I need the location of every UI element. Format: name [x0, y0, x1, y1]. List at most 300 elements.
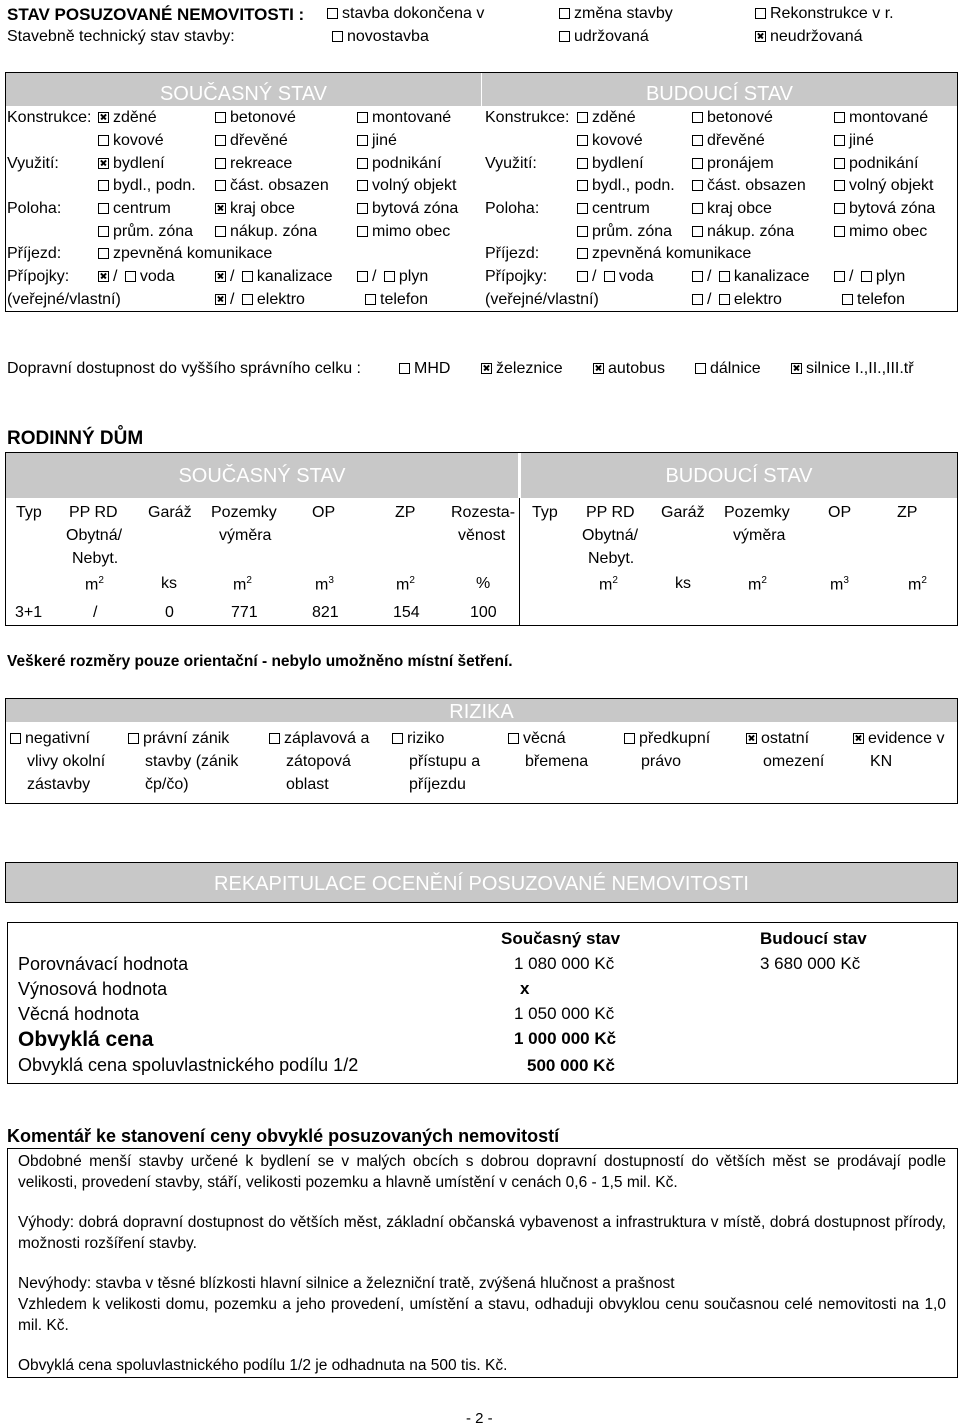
fut-prum-zona[interactable] [577, 224, 672, 240]
checkbox[interactable] [834, 203, 845, 214]
fut-bytova-zona[interactable] [834, 201, 935, 217]
fut-plyn[interactable] [834, 269, 905, 285]
risk-zaplavova[interactable] [269, 727, 369, 796]
option-label: nákup. zóna [707, 223, 795, 240]
transport-autobus[interactable] [593, 361, 665, 377]
checkbox[interactable] [399, 363, 410, 374]
fut-kraj-obce[interactable] [692, 201, 772, 217]
option-label: stavby (zánik [145, 753, 239, 770]
option-label: podnikání [372, 155, 442, 172]
option-label: Rekonstrukce v r. [770, 5, 894, 22]
fut-voda[interactable] [577, 269, 654, 285]
checkbox[interactable] [98, 203, 109, 214]
recap-col-current: Současný stav [501, 929, 621, 948]
checkbox[interactable] [842, 294, 853, 305]
checkbox[interactable] [392, 733, 403, 744]
h-pprd: PP RD [69, 504, 118, 521]
cur-montovane[interactable] [357, 110, 451, 126]
option-label: bytová zóna [849, 200, 936, 217]
checkbox-checked[interactable] [853, 733, 864, 744]
fh-pprd-2: Obytná/ [582, 527, 639, 544]
option-label: / [372, 268, 377, 285]
option-label: dřevěné [230, 132, 288, 149]
checkbox[interactable] [719, 294, 730, 305]
option-label: m [908, 576, 922, 594]
option-label: dřevěné [707, 132, 765, 149]
checkbox[interactable] [755, 8, 766, 19]
h-rozestavenost-2: věnost [458, 527, 506, 544]
option-label: neudržovaná [770, 28, 863, 45]
checkbox-checked[interactable] [215, 203, 226, 214]
option-label: čp/čo) [145, 776, 189, 793]
fut-nakup-zona[interactable] [692, 224, 794, 240]
label-konstrukce: Konstrukce: [7, 109, 92, 126]
cur-bydl-podn[interactable] [98, 178, 196, 194]
checkbox[interactable] [559, 31, 570, 42]
checkbox[interactable] [508, 733, 519, 744]
label-vyuziti: Využití: [7, 155, 59, 172]
cur-centrum[interactable] [98, 201, 171, 217]
comment-paragraph: Nevýhody: stavba v těsné blízkosti hlavní silnice a železniční tratě, zvýšená hlučnost a prašnost [18, 1275, 675, 1292]
option-label: zděné [592, 109, 636, 126]
fut-pronajem[interactable] [692, 156, 774, 172]
cur-zdene[interactable] [98, 110, 157, 126]
option-label: jiné [849, 132, 874, 149]
checkbox[interactable] [357, 112, 368, 123]
checkbox-checked[interactable] [215, 271, 226, 282]
option-label: / [113, 268, 118, 285]
option-label: ostatní [761, 730, 810, 747]
house-divider [519, 498, 520, 625]
fh-pozemky-2: výměra [733, 527, 786, 544]
val-pprd: / [93, 604, 98, 621]
checkbox[interactable] [604, 271, 615, 282]
val-zp: 154 [393, 604, 420, 621]
checkbox[interactable] [215, 226, 226, 237]
label-pripojky-future: Přípojky: [485, 268, 548, 285]
fut-cast-obsazen[interactable] [692, 178, 806, 194]
option-label: plyn [875, 268, 906, 285]
checkbox[interactable] [269, 733, 280, 744]
option-label: právní zánik [143, 730, 230, 747]
option-label: část. obsazen [707, 177, 806, 194]
cur-kraj-obce[interactable] [215, 201, 295, 217]
cur-rekreace[interactable] [215, 156, 292, 172]
h-op: OP [312, 504, 336, 521]
u-pozemky [233, 576, 252, 593]
checkbox[interactable] [719, 271, 730, 282]
unit-exponent: 2 [921, 575, 927, 586]
checkbox[interactable] [98, 226, 109, 237]
cur-cast-obsazen[interactable] [215, 178, 329, 194]
option-label: záplavová a [284, 730, 370, 747]
fut-bydleni[interactable] [577, 156, 644, 172]
option-label: / [230, 291, 235, 308]
val-pozemky: 771 [231, 604, 258, 621]
option-label: centrum [113, 200, 171, 217]
cur-voda[interactable] [98, 269, 175, 285]
fut-kovove[interactable] [577, 133, 643, 149]
option-label: elektro [256, 291, 305, 308]
fu-op [830, 576, 849, 593]
u-op [315, 576, 334, 593]
checkbox[interactable] [834, 271, 845, 282]
checkbox[interactable] [98, 135, 109, 146]
option-label: / [592, 268, 597, 285]
checkbox[interactable] [357, 271, 368, 282]
cur-podnikani[interactable] [357, 156, 441, 172]
unit-exponent: 3 [843, 575, 849, 586]
checkbox[interactable] [327, 8, 338, 19]
house-future-header: BUDOUCÍ STAV [521, 453, 957, 498]
checkbox[interactable] [577, 226, 588, 237]
fh-garaz: Garáž [661, 504, 705, 521]
checkbox-checked[interactable] [755, 31, 766, 42]
locality-future-header: BUDOUCÍ STAV [482, 73, 957, 106]
option-label: zástavby [27, 776, 91, 793]
option-label: část. obsazen [230, 177, 329, 194]
checkbox[interactable] [692, 271, 703, 282]
checkbox[interactable] [692, 203, 703, 214]
opt-stavba-dokoncena[interactable] [327, 6, 484, 22]
checkbox-checked[interactable] [593, 363, 604, 374]
option-label: montované [372, 109, 452, 126]
option-label: montované [849, 109, 929, 126]
checkbox[interactable] [577, 158, 588, 169]
risk-evidence-kn[interactable] [853, 727, 945, 773]
fut-bydl-podn[interactable] [577, 178, 675, 194]
option-label: změna stavby [574, 5, 673, 22]
option-label: MHD [414, 360, 451, 377]
checkbox[interactable] [692, 158, 703, 169]
opt-rekonstrukce[interactable] [755, 6, 894, 22]
house-section-title: RODINNÝ DŮM [7, 428, 144, 449]
checkbox[interactable] [577, 135, 588, 146]
cur-nakup-zona[interactable] [215, 224, 317, 240]
fh-zp: ZP [897, 504, 918, 521]
checkbox[interactable] [577, 203, 588, 214]
val-roz: 100 [470, 604, 497, 621]
fut-drevene[interactable] [692, 133, 765, 149]
option-label: m [396, 576, 410, 594]
fut-mimo-obec[interactable] [834, 224, 927, 240]
option-label: volný objekt [849, 177, 934, 194]
option-label: autobus [608, 360, 665, 377]
checkbox[interactable] [332, 31, 343, 42]
h-pprd-3: Nebyt. [72, 550, 119, 567]
checkbox[interactable] [577, 180, 588, 191]
option-label: železnice [496, 360, 563, 377]
risk-pravni-zanik[interactable] [128, 727, 238, 796]
label-verejne-future: (veřejné/vlastní) [485, 291, 599, 308]
fut-betonove[interactable] [692, 110, 773, 126]
option-label: / [230, 268, 235, 285]
checkbox[interactable] [834, 158, 845, 169]
cur-plyn[interactable] [357, 269, 428, 285]
checkbox[interactable] [624, 733, 635, 744]
checkbox[interactable] [98, 248, 109, 259]
fut-kanalizace[interactable] [692, 269, 810, 285]
unit-exponent: 3 [328, 575, 334, 586]
unit-exponent: 2 [246, 575, 252, 586]
option-label: bydlení [113, 155, 165, 172]
recap-row-current: 500 000 Kč [527, 1056, 615, 1075]
option-label: omezení [763, 753, 825, 770]
option-label: / [707, 268, 712, 285]
checkbox[interactable] [365, 294, 376, 305]
opt-neudrzovana[interactable] [755, 29, 863, 45]
checkbox[interactable] [242, 294, 253, 305]
option-label: bydl., podn. [592, 177, 675, 194]
option-label: m [85, 576, 99, 594]
option-label: prům. zóna [592, 223, 673, 240]
checkbox[interactable] [10, 733, 21, 744]
option-label: / [849, 268, 854, 285]
cur-jine[interactable] [357, 133, 397, 149]
recap-row-label: Porovnávací hodnota [18, 954, 189, 974]
option-label: právo [641, 753, 682, 770]
checkbox[interactable] [215, 158, 226, 169]
checkbox[interactable] [692, 112, 703, 123]
checkbox[interactable] [577, 112, 588, 123]
h-zp: ZP [395, 504, 416, 521]
option-label: dálnice [710, 360, 761, 377]
val-typ: 3+1 [15, 604, 43, 621]
u-pprd [85, 576, 104, 593]
fut-centrum[interactable] [577, 201, 650, 217]
checkbox[interactable] [357, 180, 368, 191]
option-label: riziko [407, 730, 445, 747]
comment-paragraph: Obvyklá cena spoluvlastnického podílu 1/2 je odhadnuta na 500 tis. Kč. [18, 1357, 508, 1374]
checkbox[interactable] [834, 112, 845, 123]
fh-pprd: PP RD [586, 504, 635, 521]
checkbox[interactable] [215, 112, 226, 123]
option-label: příjezdu [409, 776, 466, 793]
checkbox[interactable] [861, 271, 872, 282]
option-label: m [599, 576, 613, 594]
option-label: rekreace [230, 155, 293, 172]
fu-garaz: ks [675, 575, 691, 592]
unit-exponent: 2 [761, 575, 767, 586]
fh-op: OP [828, 504, 852, 521]
transport-silnice[interactable] [791, 361, 914, 377]
unit-exponent: 2 [98, 575, 104, 586]
fu-pozemky [748, 576, 767, 593]
checkbox-checked[interactable] [98, 271, 109, 282]
fut-montovane[interactable] [834, 110, 928, 126]
checkbox[interactable] [692, 135, 703, 146]
risk-ostatni[interactable] [746, 727, 824, 773]
recap-row-current: 1 050 000 Kč [514, 1004, 615, 1023]
option-label: mimo obec [372, 223, 451, 240]
checkbox-checked[interactable] [215, 294, 226, 305]
cur-zpevnena[interactable] [98, 246, 272, 262]
fh-typ: Typ [532, 504, 558, 521]
cur-telefon[interactable] [365, 292, 428, 308]
fut-telefon[interactable] [842, 292, 905, 308]
cur-bydleni[interactable] [98, 156, 165, 172]
val-op: 821 [312, 604, 339, 621]
label-vyuziti-future: Využití: [485, 155, 537, 172]
transport-zeleznice[interactable] [481, 361, 563, 377]
checkbox[interactable] [357, 226, 368, 237]
option-label: věcná [523, 730, 566, 747]
checkbox[interactable] [357, 203, 368, 214]
h-typ: Typ [16, 504, 42, 521]
recap-row-current: 1 000 000 Kč [514, 1029, 617, 1048]
risk-vecna-bremena[interactable] [508, 727, 588, 773]
fh-pozemky: Pozemky [724, 504, 790, 521]
checkbox[interactable] [834, 226, 845, 237]
option-label: m [748, 576, 762, 594]
checkbox[interactable] [357, 158, 368, 169]
u-zp [396, 576, 415, 593]
option-label: evidence v [868, 730, 945, 747]
fut-volny-objekt[interactable] [834, 178, 934, 194]
option-label: zpevněná komunikace [592, 245, 752, 262]
recap-row-label: Výnosová hodnota [18, 979, 168, 999]
checkbox[interactable] [559, 8, 570, 19]
h-pozemky-2: výměra [219, 527, 272, 544]
checkbox-checked[interactable] [791, 363, 802, 374]
risks-header: RIZIKA [6, 699, 957, 722]
transport-dalnice[interactable] [695, 361, 761, 377]
h-rozestavenost: Rozesta- [451, 504, 516, 521]
option-label: volný objekt [372, 177, 457, 194]
checkbox[interactable] [692, 294, 703, 305]
risk-predkupni[interactable] [624, 727, 710, 773]
cur-drevene[interactable] [215, 133, 288, 149]
option-label: pronájem [707, 155, 774, 172]
unit-exponent: 2 [409, 575, 415, 586]
cur-volny-objekt[interactable] [357, 178, 457, 194]
option-label: bydlení [592, 155, 644, 172]
option-label: bytová zóna [372, 200, 459, 217]
checkbox[interactable] [577, 271, 588, 282]
cur-kovove[interactable] [98, 133, 164, 149]
comment-title: Komentář ke stanovení ceny obvyklé posuzovaných nemovitostí [7, 1126, 560, 1146]
fut-elektro[interactable] [692, 292, 782, 308]
label-poloha: Poloha: [7, 200, 62, 217]
option-label: telefon [857, 291, 906, 308]
checkbox[interactable] [357, 135, 368, 146]
option-label: m [315, 576, 329, 594]
option-label: / [707, 291, 712, 308]
fut-podnikani[interactable] [834, 156, 918, 172]
fut-jine[interactable] [834, 133, 874, 149]
cur-bytova-zona[interactable] [357, 201, 458, 217]
option-label: zděné [113, 109, 157, 126]
checkbox[interactable] [834, 180, 845, 191]
option-label: kraj obce [707, 200, 772, 217]
opt-udrzovana[interactable] [559, 29, 649, 45]
option-label: bydl., podn. [113, 177, 196, 194]
cur-elektro[interactable] [215, 292, 305, 308]
u-roz: % [476, 575, 491, 592]
option-label: voda [139, 268, 175, 285]
checkbox[interactable] [577, 248, 588, 259]
risk-pristup[interactable] [392, 727, 480, 796]
fu-zp [908, 576, 927, 593]
checkbox-checked[interactable] [481, 363, 492, 374]
checkbox-checked[interactable] [98, 112, 109, 123]
option-label: nákup. zóna [230, 223, 318, 240]
option-label: telefon [380, 291, 429, 308]
checkbox[interactable] [695, 363, 706, 374]
option-label: betonové [230, 109, 296, 126]
fh-pprd-3: Nebyt. [588, 550, 635, 567]
option-label: předkupní [639, 730, 711, 747]
cur-mimo-obec[interactable] [357, 224, 450, 240]
option-label: vlivy okolní [27, 753, 106, 770]
option-label: zpevněná komunikace [113, 245, 273, 262]
option-label: mimo obec [849, 223, 928, 240]
label-poloha-future: Poloha: [485, 200, 540, 217]
option-label: negativní [25, 730, 90, 747]
recap-row-label: Obvyklá cena spoluvlastnického podílu 1/2 [18, 1055, 359, 1075]
risk-negativni[interactable] [10, 727, 105, 796]
tech-state-label: Stavebně technický stav stavby: [7, 28, 235, 45]
checkbox[interactable] [128, 733, 139, 744]
checkbox[interactable] [215, 135, 226, 146]
option-label: podnikání [849, 155, 919, 172]
comment-paragraph: Obdobné menší stavby určené k bydlení se v malých obcích s dobrou dopravní dostupností do větších měst se prodávají podle velikosti, provedení stavby, stáří, velikosti pozemku a hlavně umístění v cenách 0,6 - 1,5 mil. Kč. [18, 1153, 946, 1191]
checkbox[interactable] [834, 135, 845, 146]
checkbox[interactable] [125, 271, 136, 282]
locality-current-header: SOUČASNÝ STAV [6, 73, 481, 106]
option-label: m [830, 576, 844, 594]
cur-betonove[interactable] [215, 110, 296, 126]
option-label: silnice I.,II.,III.tř [806, 360, 914, 377]
checkbox[interactable] [692, 226, 703, 237]
h-pprd-2: Obytná/ [66, 527, 123, 544]
checkbox-checked[interactable] [98, 158, 109, 169]
option-label: břemena [525, 753, 589, 770]
fu-pprd [599, 576, 618, 593]
option-label: elektro [733, 291, 782, 308]
option-label: přístupu a [409, 753, 481, 770]
comment-paragraph: Vzhledem k velikosti domu, pozemku a jeho provedení, umístění a stavu, odhaduji obvyklou cenu současnou celé nemovitosti na 1,0 mil. Kč. [18, 1296, 946, 1334]
fut-zpevnena[interactable] [577, 246, 751, 262]
checkbox[interactable] [384, 271, 395, 282]
fut-zdene[interactable] [577, 110, 636, 126]
opt-zmena-stavby[interactable] [559, 6, 673, 22]
checkbox[interactable] [692, 180, 703, 191]
checkbox[interactable] [215, 180, 226, 191]
comment-paragraph: Výhody: dobrá dopravní dostupnost do větších měst, základní občanská vybavenost a infrastruktura v místě, dobrá dostupnost přírody, možnosti rozšíření stavby. [18, 1214, 946, 1252]
option-label: kanalizace [733, 268, 810, 285]
option-label: udržovaná [574, 28, 649, 45]
opt-novostavba[interactable] [332, 29, 429, 45]
cur-kanalizace[interactable] [215, 269, 333, 285]
option-label: zátopová [286, 753, 351, 770]
option-label: KN [870, 753, 893, 770]
option-label: betonové [707, 109, 773, 126]
checkbox[interactable] [242, 271, 253, 282]
transport-label: Dopravní dostupnost do vyššího správního celku : [7, 360, 361, 377]
page-title: STAV POSUZOVANÉ NEMOVITOSTI : [7, 5, 305, 24]
option-label: kovové [113, 132, 164, 149]
cur-prum-zona[interactable] [98, 224, 193, 240]
h-pozemky: Pozemky [211, 504, 277, 521]
recap-row-future: 3 680 000 Kč [760, 954, 861, 973]
option-label: voda [618, 268, 654, 285]
checkbox-checked[interactable] [746, 733, 757, 744]
transport-mhd[interactable] [399, 361, 450, 377]
recap-row-current: 1 080 000 Kč [514, 954, 615, 973]
checkbox[interactable] [98, 180, 109, 191]
page-number: - 2 - [466, 1410, 493, 1427]
